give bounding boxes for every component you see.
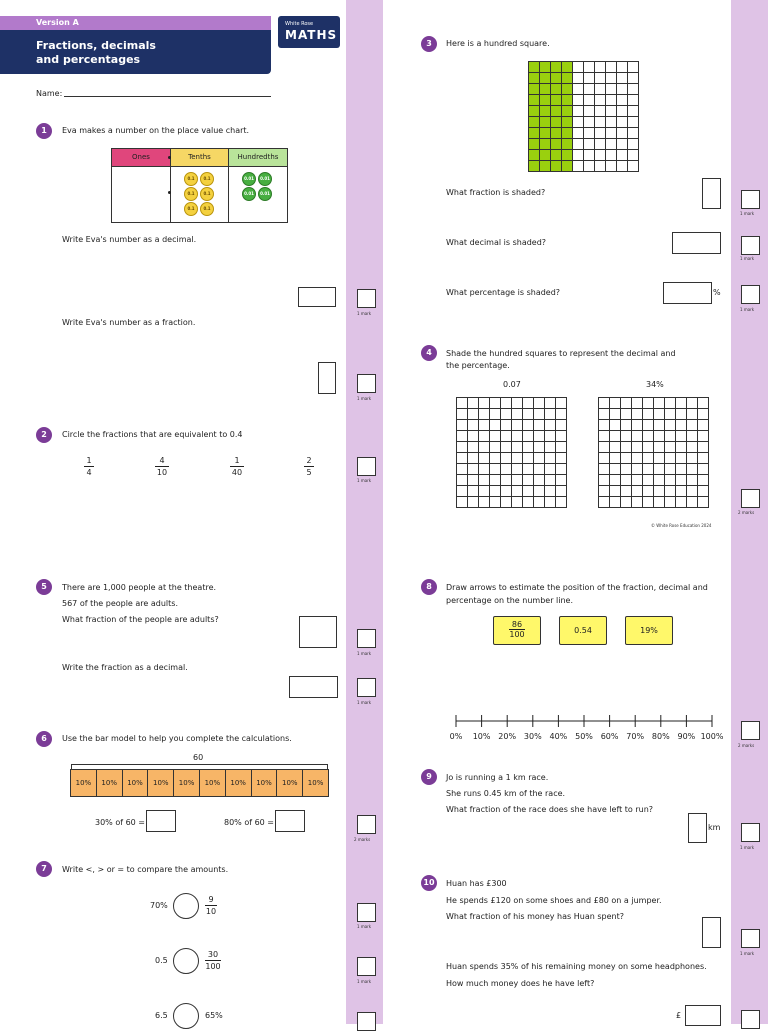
- mark-label: 1 mark: [357, 979, 372, 984]
- mark-label: 1 mark: [740, 845, 755, 850]
- question-number-7: 7: [36, 861, 52, 877]
- currency-sign: £: [676, 1011, 682, 1020]
- mark-box[interactable]: [357, 289, 376, 308]
- comparison-circle[interactable]: [173, 893, 199, 919]
- q4-text-line2: the percentage.: [446, 361, 510, 370]
- mark-label: 1 mark: [740, 211, 755, 216]
- hundred-square-blank-right[interactable]: [598, 397, 709, 508]
- mark-box[interactable]: [741, 236, 760, 255]
- hundredth-counter: 0.01: [242, 172, 256, 186]
- copyright: © White Rose Education 2024: [651, 523, 712, 528]
- q10-money-answer-box[interactable]: [685, 1005, 721, 1026]
- name-label: Name:: [36, 89, 63, 98]
- card-decimal: 0.54: [559, 616, 607, 645]
- fraction-option[interactable]: 4 10: [156, 456, 168, 477]
- q7-row1-left: 70%: [150, 901, 168, 910]
- q5-line1: There are 1,000 people at the theatre.: [62, 583, 217, 592]
- mark-box[interactable]: [357, 457, 376, 476]
- title-banner: [0, 30, 271, 74]
- tenth-counter: 0.1: [184, 187, 198, 201]
- mark-label: 1 mark: [357, 924, 372, 929]
- bar-cell: 10%: [200, 770, 226, 796]
- pv-header-hundredths: Hundredths: [229, 149, 287, 167]
- mark-box[interactable]: [357, 678, 376, 697]
- number-line-label: 40%: [549, 732, 568, 741]
- q4-label-decimal: 0.07: [503, 380, 521, 389]
- q8-text-line2: percentage on the number line.: [446, 596, 574, 605]
- comparison-circle[interactable]: [173, 1003, 199, 1029]
- q10-line5: How much money does he have left?: [446, 979, 595, 988]
- number-line-label: 70%: [626, 732, 645, 741]
- q2-text: Circle the fractions that are equivalent to 0.4: [62, 430, 243, 439]
- mark-box[interactable]: [741, 489, 760, 508]
- pv-header-ones: Ones: [112, 149, 171, 167]
- question-number-5: 5: [36, 579, 52, 595]
- q1-part-a: Write Eva's number as a decimal.: [62, 235, 197, 244]
- q9-line2: She runs 0.45 km of the race.: [446, 789, 566, 798]
- mark-label: 1 mark: [357, 700, 372, 705]
- q8-text-line1: Draw arrows to estimate the position of the fraction, decimal and: [446, 583, 708, 592]
- mark-label: 1 mark: [740, 951, 755, 956]
- q1-part-b: Write Eva's number as a fraction.: [62, 318, 196, 327]
- bar-cell: 10%: [123, 770, 149, 796]
- q5-decimal-answer-box[interactable]: [289, 676, 338, 698]
- mark-box[interactable]: [741, 823, 760, 842]
- card-percentage: 19%: [625, 616, 673, 645]
- q6-text: Use the bar model to help you complete the calculations.: [62, 734, 292, 743]
- bar-model-total: 60: [193, 753, 204, 762]
- question-number-8: 8: [421, 579, 437, 595]
- hundred-square-shaded: [528, 61, 639, 172]
- number-line-label: 20%: [498, 732, 517, 741]
- mark-box[interactable]: [741, 190, 760, 209]
- q9-line3: What fraction of the race does she have left to run?: [446, 805, 654, 814]
- q4-label-percent: 34%: [646, 380, 664, 389]
- tenth-counter: 0.1: [184, 202, 198, 216]
- pv-header-tenths: Tenths: [171, 149, 229, 167]
- q10-fraction-answer-box[interactable]: [702, 917, 721, 948]
- decimal-point-dot: [168, 191, 171, 194]
- mark-box[interactable]: [357, 815, 376, 834]
- q10-line4: Huan spends 35% of his remaining money on some headphones.: [446, 962, 707, 971]
- grid-cell[interactable]: [697, 496, 709, 508]
- q5-part-b: Write the fraction as a decimal.: [62, 663, 188, 672]
- q3-fraction-answer-box[interactable]: [702, 178, 721, 209]
- pv-divider-1: [170, 167, 171, 222]
- grid-cell: [627, 160, 639, 172]
- q7-row3-right: 65%: [205, 1011, 223, 1020]
- mark-label: 1 mark: [357, 311, 372, 316]
- tenth-counter: 0.1: [200, 172, 214, 186]
- q6-calc-b: 80% of 60 =: [224, 818, 275, 827]
- q5-fraction-answer-box[interactable]: [299, 616, 337, 648]
- mark-box[interactable]: [357, 957, 376, 976]
- q7-row1-right: 9 10: [205, 895, 217, 916]
- q10-line1: Huan has £300: [446, 879, 507, 888]
- q9-line1: Jo is running a 1 km race.: [446, 773, 549, 782]
- tenth-counter: 0.1: [200, 202, 214, 216]
- mark-box[interactable]: [741, 721, 760, 740]
- mark-box[interactable]: [357, 903, 376, 922]
- question-number-6: 6: [36, 731, 52, 747]
- number-line-label: 80%: [651, 732, 670, 741]
- tenth-counter: 0.1: [184, 172, 198, 186]
- mark-box[interactable]: [741, 1010, 760, 1029]
- version-label: Version A: [36, 18, 79, 27]
- number-line-label: 0%: [449, 732, 463, 741]
- question-number-4: 4: [421, 345, 437, 361]
- q5-line2: 567 of the people are adults.: [62, 599, 178, 608]
- mark-label: 1 mark: [740, 256, 755, 261]
- bar-model: [70, 769, 329, 797]
- bar-cell: 10%: [252, 770, 278, 796]
- q9-answer-box[interactable]: [688, 813, 707, 843]
- mark-label: 1 mark: [357, 478, 372, 483]
- pv-divider-2: [228, 167, 229, 222]
- question-number-9: 9: [421, 769, 437, 785]
- question-number-3: 3: [421, 36, 437, 52]
- q6-answer-b-box[interactable]: [275, 810, 305, 832]
- q7-text: Write <, > or = to compare the amounts.: [62, 865, 229, 874]
- bar-cell: 10%: [148, 770, 174, 796]
- number-line-label: 100%: [700, 732, 724, 741]
- q3-part-a: What fraction is shaded?: [446, 188, 546, 197]
- q1-decimal-answer-box[interactable]: [298, 287, 336, 307]
- percent-sign: %: [713, 288, 721, 297]
- mark-label: 1 mark: [740, 307, 755, 312]
- q9-unit: km: [708, 823, 721, 832]
- hundredth-counter: 0.01: [258, 172, 272, 186]
- q7-row2-right: 30 100: [205, 950, 221, 971]
- q1-text: Eva makes a number on the place value chart.: [62, 126, 250, 135]
- q3-part-c: What percentage is shaded?: [446, 288, 561, 297]
- number-line-label: 10%: [472, 732, 491, 741]
- hundredth-counter: 0.01: [242, 187, 256, 201]
- q6-calc-a: 30% of 60 =: [95, 818, 146, 827]
- mark-box[interactable]: [741, 929, 760, 948]
- q7-row3-left: 6.5: [155, 1011, 168, 1020]
- name-field[interactable]: [64, 96, 271, 97]
- q3-text: Here is a hundred square.: [446, 39, 550, 48]
- left-marks-column: [346, 0, 383, 1024]
- question-number-1: 1: [36, 123, 52, 139]
- mark-box[interactable]: [357, 374, 376, 393]
- number-line[interactable]: [448, 708, 728, 744]
- bar-cell: 10%: [174, 770, 200, 796]
- number-line-label: 90%: [677, 732, 696, 741]
- question-number-10: 10: [421, 875, 437, 891]
- page-title-line2: and percentages: [36, 53, 141, 66]
- hundred-square-blank-left[interactable]: [456, 397, 567, 508]
- place-value-chart: [111, 148, 288, 223]
- q6-answer-a-box[interactable]: [146, 810, 176, 832]
- q10-line3: What fraction of his money has Huan spent?: [446, 912, 624, 921]
- page-title-line1: Fractions, decimals: [36, 39, 156, 52]
- card-fraction: 86 100: [493, 616, 541, 645]
- q3-part-b: What decimal is shaded?: [446, 238, 547, 247]
- question-number-2: 2: [36, 427, 52, 443]
- number-line-label: 30%: [523, 732, 542, 741]
- comparison-circle[interactable]: [173, 948, 199, 974]
- mark-label: 2 marks: [354, 837, 371, 842]
- q7-row2-left: 0.5: [155, 956, 168, 965]
- q4-text-line1: Shade the hundred squares to represent the decimal and: [446, 349, 676, 358]
- bar-cell: 10%: [303, 770, 328, 796]
- bar-cell: 10%: [97, 770, 123, 796]
- tenth-counter: 0.1: [200, 187, 214, 201]
- fraction-option[interactable]: 2 5: [304, 456, 314, 477]
- mark-label: 2 marks: [738, 510, 755, 515]
- mark-box[interactable]: [357, 629, 376, 648]
- q10-line2: He spends £120 on some shoes and £80 on a jumper.: [446, 896, 662, 905]
- bar-cell: 10%: [226, 770, 252, 796]
- hundredth-counter: 0.01: [258, 187, 272, 201]
- mark-label: 1 mark: [357, 396, 372, 401]
- q1-fraction-answer-box[interactable]: [318, 362, 336, 394]
- number-line-label: 50%: [575, 732, 593, 741]
- grid-cell[interactable]: [555, 496, 567, 508]
- mark-box[interactable]: [357, 1012, 376, 1031]
- fraction-option[interactable]: 1 4: [84, 456, 94, 477]
- bar-cell: 10%: [277, 770, 303, 796]
- decimal-point-dot-header: [168, 156, 171, 159]
- mark-box[interactable]: [741, 285, 760, 304]
- bar-cell: 10%: [71, 770, 97, 796]
- q5-line3: What fraction of the people are adults?: [62, 615, 219, 624]
- number-line-label: 60%: [600, 732, 619, 741]
- q3-percentage-answer-box[interactable]: [663, 282, 712, 304]
- white-rose-logo: White Rose MATHS: [278, 16, 340, 48]
- q3-decimal-answer-box[interactable]: [672, 232, 721, 254]
- mark-label: 2 marks: [738, 743, 755, 748]
- fraction-option[interactable]: 1 40: [231, 456, 243, 477]
- mark-label: 1 mark: [357, 651, 372, 656]
